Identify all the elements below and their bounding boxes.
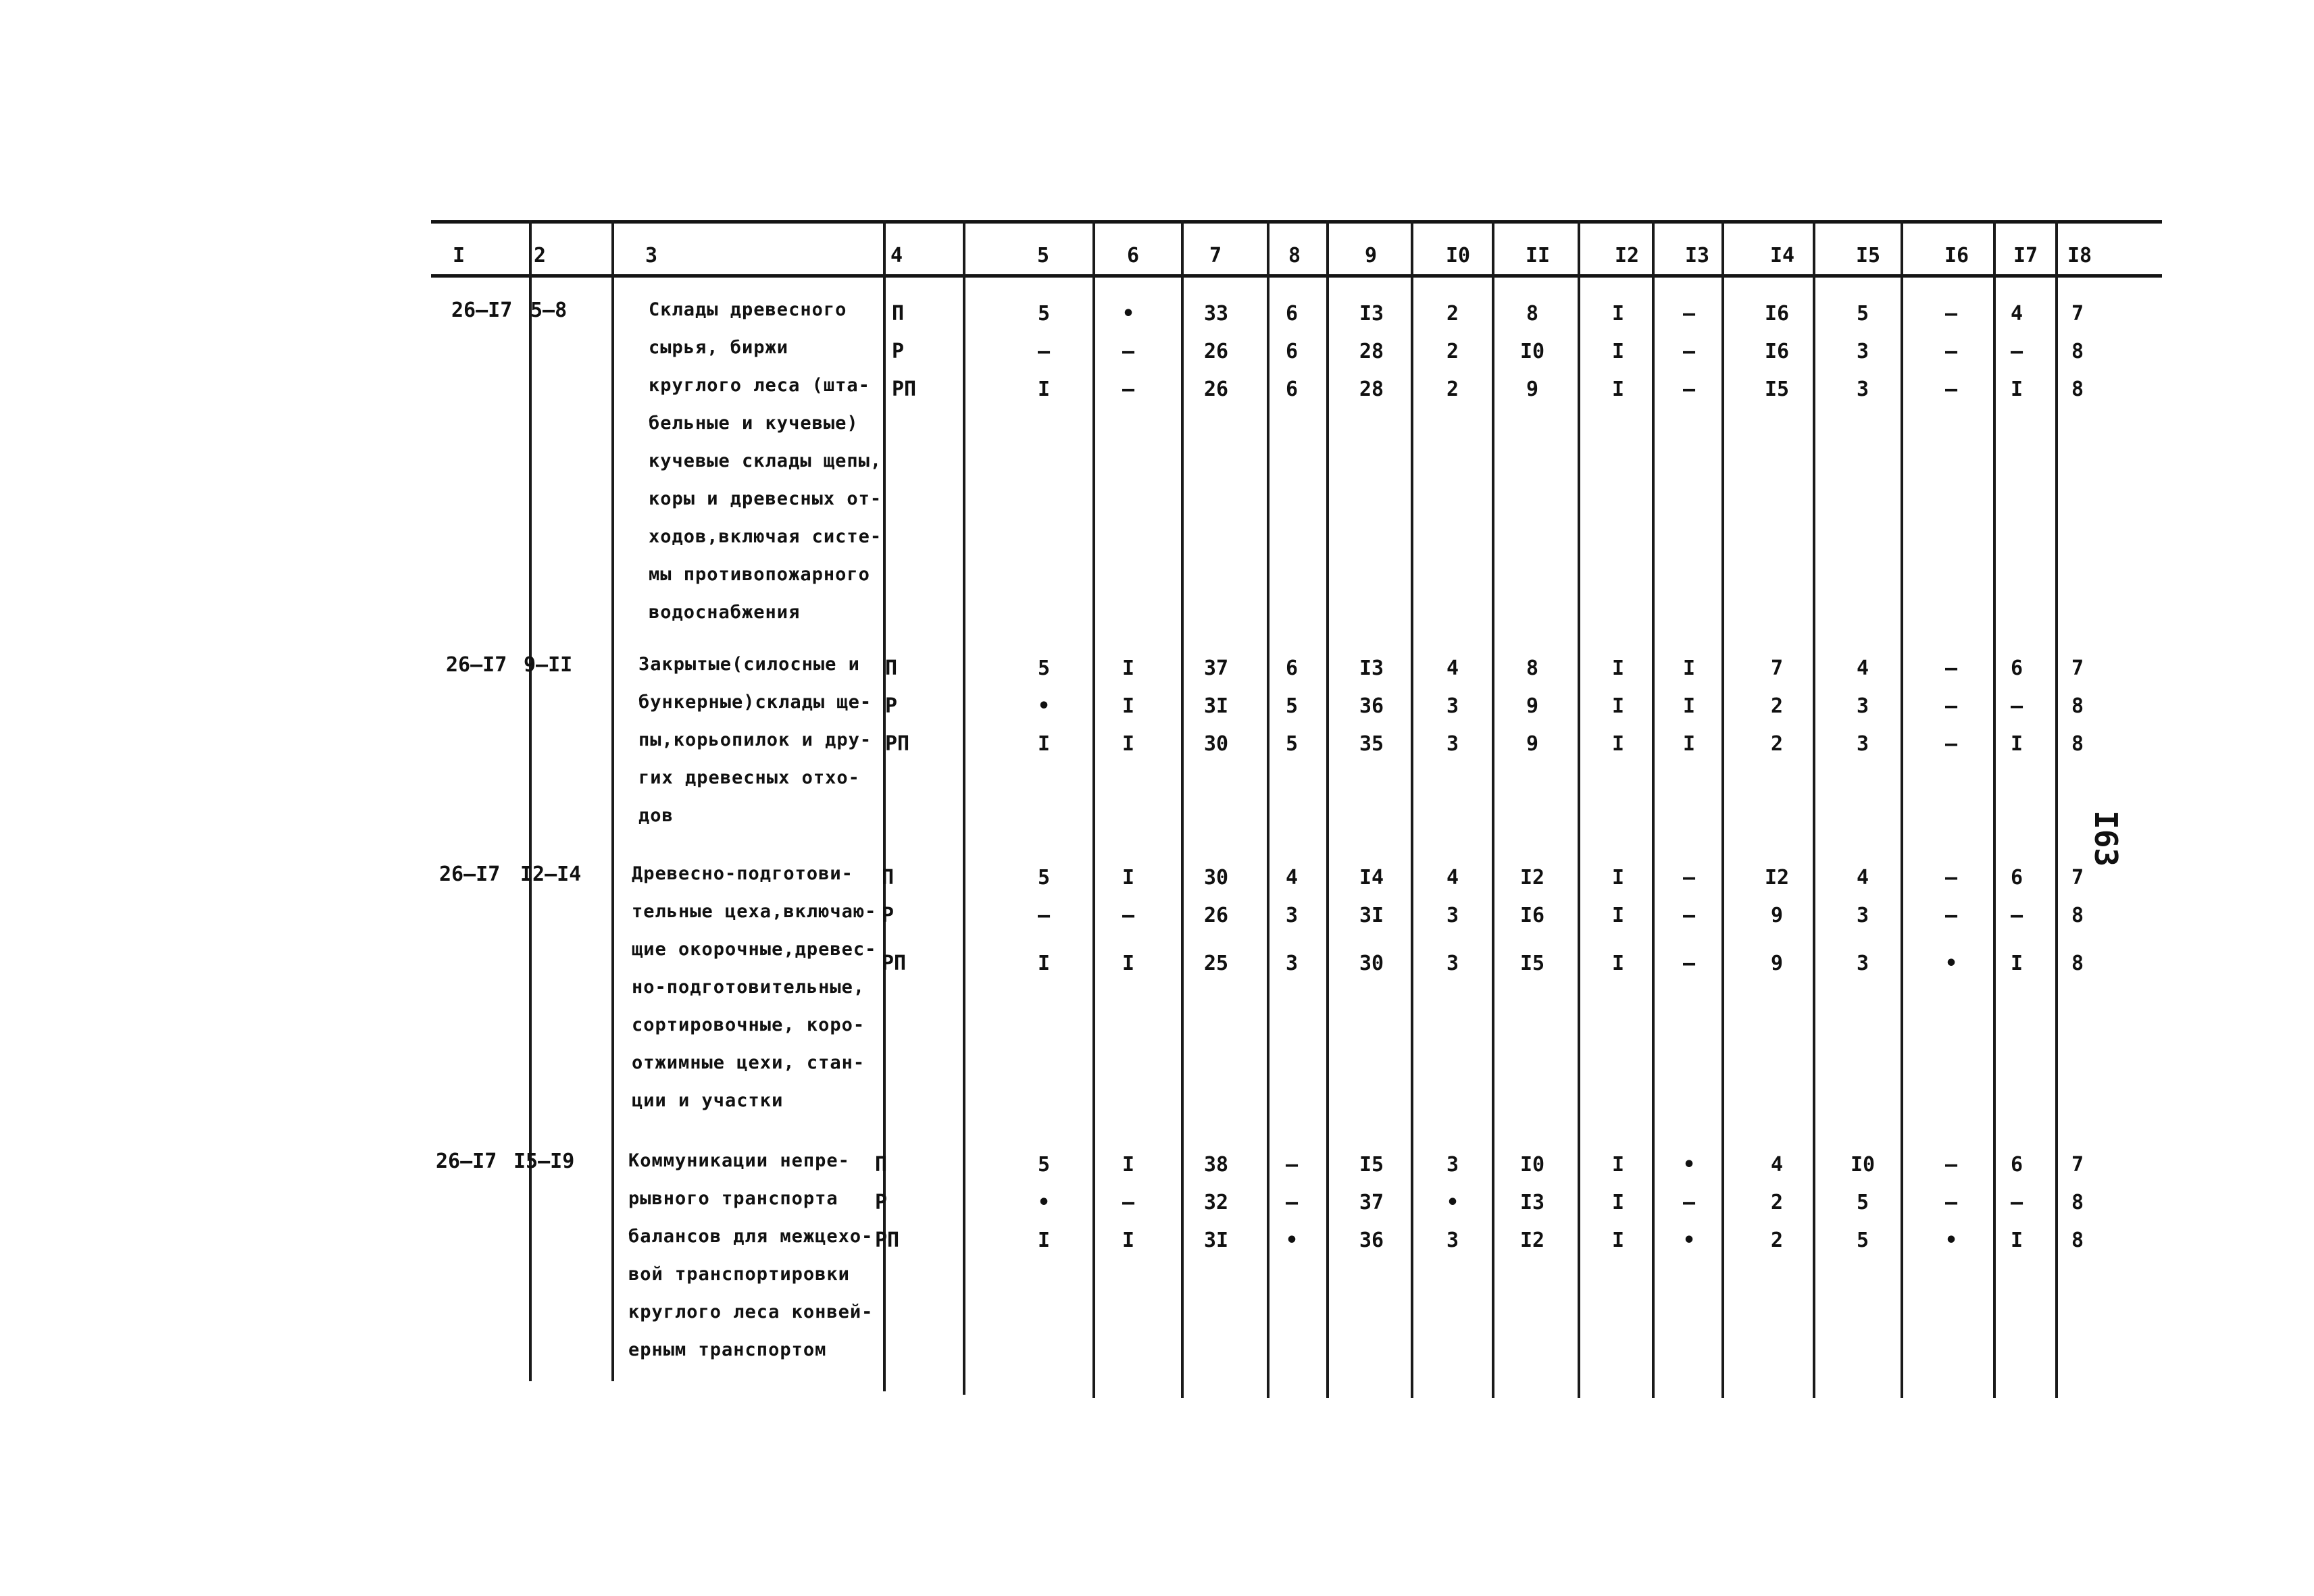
cell-value-col-12: I — [1611, 904, 1625, 927]
cell-value-col-8: – — [1285, 1191, 1299, 1214]
cell-value-col-18: 8 — [2071, 694, 2084, 718]
cell-description-line: но-подготовительные, — [632, 977, 865, 998]
cell-value-col-7: 26 — [1203, 378, 1229, 401]
cell-value-col-9: I3 — [1359, 657, 1384, 680]
cell-value-col-13: • — [1682, 1229, 1696, 1252]
cell-value-col-6: I — [1122, 657, 1135, 680]
cell-value-col-7: 26 — [1203, 904, 1229, 927]
cell-description-line: Древесно-подготови- — [632, 863, 853, 884]
header-cell-11: II — [1526, 244, 1551, 267]
cell-description-line: сортировочные, коро- — [632, 1014, 865, 1035]
header-cell-10: I0 — [1446, 244, 1471, 267]
cell-value-col-16: – — [1944, 302, 1958, 326]
cell-value-col-14: 9 — [1770, 904, 1784, 927]
cell-value-col-17: I — [2010, 952, 2023, 975]
column-divider — [1901, 220, 1903, 1398]
cell-value-col-15: 3 — [1856, 340, 1869, 363]
cell-description-line: Коммуникации непре- — [628, 1150, 850, 1171]
column-divider — [1492, 220, 1494, 1398]
column-divider — [963, 220, 965, 1395]
cell-value-col-18: 8 — [2071, 1229, 2084, 1252]
cell-value-col-6: I — [1122, 866, 1135, 890]
cell-description-line: мы противопожарного — [649, 564, 870, 585]
cell-value-col-16: – — [1944, 904, 1958, 927]
cell-value-col-13: • — [1682, 1153, 1696, 1177]
cell-value-col-5: 5 — [1037, 302, 1051, 326]
cell-description-line: вой транспортировки — [628, 1264, 850, 1285]
cell-value-col-13: I — [1682, 694, 1696, 718]
cell-value-col-18: 7 — [2071, 657, 2084, 680]
header-cell-9: 9 — [1365, 244, 1378, 267]
cell-value-col-13: – — [1682, 904, 1696, 927]
cell-value-col-6: I — [1122, 952, 1135, 975]
cell-value-col-12: I — [1611, 952, 1625, 975]
cell-range: I5–I9 — [513, 1150, 575, 1173]
cell-value-col-14: I6 — [1764, 302, 1790, 326]
column-divider — [529, 220, 532, 1381]
cell-value-col-16: – — [1944, 732, 1958, 756]
cell-value-col-13: – — [1682, 952, 1696, 975]
header-cell-3: 3 — [645, 244, 658, 267]
cell-value-col-16: • — [1944, 952, 1958, 975]
cell-value-col-11: 9 — [1526, 732, 1539, 756]
cell-value-col-9: I5 — [1359, 1153, 1384, 1177]
cell-mode: РП — [885, 732, 910, 756]
cell-value-col-13: – — [1682, 866, 1696, 890]
cell-value-col-15: 5 — [1856, 1229, 1869, 1252]
cell-value-col-12: I — [1611, 694, 1625, 718]
cell-value-col-16: – — [1944, 657, 1958, 680]
cell-value-col-10: 3 — [1446, 904, 1459, 927]
cell-mode: Р — [875, 1191, 888, 1214]
cell-value-col-10: 2 — [1446, 302, 1459, 326]
cell-value-col-7: 25 — [1203, 952, 1229, 975]
cell-description-line: круглого леса конвей- — [628, 1302, 874, 1322]
cell-value-col-10: 4 — [1446, 866, 1459, 890]
cell-value-col-12: I — [1611, 732, 1625, 756]
cell-value-col-5: I — [1037, 952, 1051, 975]
cell-value-col-7: 37 — [1203, 657, 1229, 680]
cell-value-col-5: I — [1037, 1229, 1051, 1252]
cell-value-col-17: I — [2010, 378, 2023, 401]
cell-value-col-11: I2 — [1519, 1229, 1545, 1252]
cell-value-col-14: 4 — [1770, 1153, 1784, 1177]
cell-value-col-6: – — [1122, 378, 1135, 401]
cell-value-col-9: 37 — [1359, 1191, 1384, 1214]
cell-value-col-10: 3 — [1446, 952, 1459, 975]
cell-description-line: дов — [638, 805, 674, 826]
cell-value-col-16: • — [1944, 1229, 1958, 1252]
header-cell-6: 6 — [1127, 244, 1140, 267]
cell-value-col-18: 7 — [2071, 866, 2084, 890]
cell-value-col-14: 2 — [1770, 1191, 1784, 1214]
header-cell-7: 7 — [1209, 244, 1222, 267]
cell-value-col-6: I — [1122, 732, 1135, 756]
cell-description-line: балансов для межцехо- — [628, 1226, 874, 1247]
cell-value-col-11: I0 — [1519, 340, 1545, 363]
cell-value-col-17: 6 — [2010, 1153, 2023, 1177]
cell-mode: РП — [875, 1229, 900, 1252]
cell-value-col-16: – — [1944, 866, 1958, 890]
cell-value-col-8: 6 — [1285, 657, 1299, 680]
cell-value-col-15: 4 — [1856, 866, 1869, 890]
header-cell-2: 2 — [534, 244, 547, 267]
cell-value-col-7: 30 — [1203, 866, 1229, 890]
column-divider — [611, 220, 614, 1381]
cell-value-col-14: 9 — [1770, 952, 1784, 975]
cell-description-line: рывного транспорта — [628, 1188, 838, 1209]
cell-code: 26–I7 — [436, 1150, 497, 1173]
cell-value-col-8: 3 — [1285, 904, 1299, 927]
header-cell-1: I — [453, 244, 466, 267]
header-cell-15: I5 — [1856, 244, 1881, 267]
header-cell-8: 8 — [1288, 244, 1301, 267]
cell-value-col-9: I3 — [1359, 302, 1384, 326]
cell-value-col-8: 3 — [1285, 952, 1299, 975]
cell-value-col-15: 5 — [1856, 1191, 1869, 1214]
cell-value-col-8: 6 — [1285, 378, 1299, 401]
cell-mode: Р — [892, 340, 905, 363]
header-cell-14: I4 — [1770, 244, 1795, 267]
cell-value-col-18: 8 — [2071, 340, 2084, 363]
header-cell-13: I3 — [1685, 244, 1710, 267]
cell-value-col-5: • — [1037, 694, 1051, 718]
cell-value-col-18: 7 — [2071, 302, 2084, 326]
cell-value-col-12: I — [1611, 1153, 1625, 1177]
column-divider — [883, 220, 886, 1391]
cell-value-col-16: – — [1944, 378, 1958, 401]
cell-value-col-17: I — [2010, 732, 2023, 756]
cell-value-col-6: – — [1122, 340, 1135, 363]
cell-mode: П — [885, 657, 898, 680]
cell-value-col-18: 8 — [2071, 732, 2084, 756]
cell-value-col-11: I2 — [1519, 866, 1545, 890]
cell-mode: П — [875, 1153, 888, 1177]
cell-value-col-8: 6 — [1285, 340, 1299, 363]
cell-value-col-11: 9 — [1526, 694, 1539, 718]
header-cell-16: I6 — [1944, 244, 1969, 267]
cell-value-col-18: 8 — [2071, 904, 2084, 927]
header-cell-4: 4 — [890, 244, 903, 267]
cell-value-col-15: 5 — [1856, 302, 1869, 326]
cell-value-col-6: I — [1122, 1153, 1135, 1177]
cell-description-line: ходов,включая систе- — [649, 526, 882, 547]
cell-code: 26–I7 — [451, 299, 513, 322]
cell-value-col-7: 33 — [1203, 302, 1229, 326]
cell-description-line: ерным транспортом — [628, 1339, 827, 1360]
cell-value-col-5: 5 — [1037, 657, 1051, 680]
cell-value-col-13: – — [1682, 302, 1696, 326]
header-cell-12: I2 — [1615, 244, 1640, 267]
cell-range: 5–8 — [530, 299, 568, 322]
cell-description-line: бельные и кучевые) — [649, 413, 859, 434]
cell-value-col-12: I — [1611, 657, 1625, 680]
cell-value-col-8: 4 — [1285, 866, 1299, 890]
cell-value-col-6: – — [1122, 1191, 1135, 1214]
cell-value-col-8: 5 — [1285, 732, 1299, 756]
cell-value-col-9: 28 — [1359, 378, 1384, 401]
header-cell-18: I8 — [2067, 244, 2092, 267]
cell-value-col-11: I3 — [1519, 1191, 1545, 1214]
cell-value-col-8: – — [1285, 1153, 1299, 1177]
cell-description-line: коры и древесных от- — [649, 488, 882, 509]
cell-value-col-14: 2 — [1770, 694, 1784, 718]
cell-value-col-16: – — [1944, 1191, 1958, 1214]
cell-value-col-9: 30 — [1359, 952, 1384, 975]
cell-description-line: пы,корьопилок и дру- — [638, 729, 872, 750]
cell-value-col-17: – — [2010, 694, 2023, 718]
cell-value-col-10: 2 — [1446, 340, 1459, 363]
cell-description-line: сырья, биржи — [649, 337, 789, 358]
cell-description-line: щие окорочные,древес- — [632, 939, 877, 960]
cell-value-col-16: – — [1944, 1153, 1958, 1177]
cell-mode: РП — [882, 952, 907, 975]
cell-value-col-10: • — [1446, 1191, 1459, 1214]
page-number: I63 — [2088, 810, 2124, 867]
cell-value-col-17: 6 — [2010, 866, 2023, 890]
cell-value-col-6: • — [1122, 302, 1135, 326]
cell-value-col-15: 3 — [1856, 694, 1869, 718]
cell-value-col-5: I — [1037, 378, 1051, 401]
cell-value-col-12: I — [1611, 340, 1625, 363]
cell-value-col-14: 2 — [1770, 732, 1784, 756]
cell-value-col-6: I — [1122, 694, 1135, 718]
cell-value-col-9: 36 — [1359, 1229, 1384, 1252]
cell-value-col-11: I5 — [1519, 952, 1545, 975]
cell-value-col-14: 7 — [1770, 657, 1784, 680]
cell-value-col-14: I6 — [1764, 340, 1790, 363]
cell-value-col-7: 3I — [1203, 694, 1229, 718]
cell-value-col-7: 30 — [1203, 732, 1229, 756]
cell-range: 9–II — [524, 653, 573, 677]
cell-mode: РП — [892, 378, 917, 401]
cell-value-col-10: 3 — [1446, 1153, 1459, 1177]
cell-value-col-15: 3 — [1856, 378, 1869, 401]
cell-value-col-5: – — [1037, 904, 1051, 927]
cell-value-col-8: 6 — [1285, 302, 1299, 326]
cell-value-col-8: • — [1285, 1229, 1299, 1252]
cell-value-col-17: 4 — [2010, 302, 2023, 326]
cell-value-col-18: 8 — [2071, 952, 2084, 975]
cell-description-line: тельные цеха,включаю- — [632, 901, 877, 922]
cell-value-col-11: I6 — [1519, 904, 1545, 927]
cell-value-col-7: 26 — [1203, 340, 1229, 363]
cell-value-col-13: – — [1682, 1191, 1696, 1214]
cell-value-col-12: I — [1611, 1191, 1625, 1214]
cell-value-col-17: – — [2010, 1191, 2023, 1214]
cell-value-col-11: 8 — [1526, 302, 1539, 326]
cell-description-line: кучевые склады щепы, — [649, 451, 882, 471]
cell-value-col-13: I — [1682, 732, 1696, 756]
cell-value-col-17: – — [2010, 340, 2023, 363]
cell-value-col-17: 6 — [2010, 657, 2023, 680]
cell-value-col-10: 3 — [1446, 1229, 1459, 1252]
cell-code: 26–I7 — [446, 653, 507, 677]
cell-value-col-12: I — [1611, 1229, 1625, 1252]
cell-value-col-10: 3 — [1446, 694, 1459, 718]
cell-value-col-10: 2 — [1446, 378, 1459, 401]
cell-value-col-7: 32 — [1203, 1191, 1229, 1214]
cell-range: I2–I4 — [520, 863, 582, 886]
cell-value-col-11: 8 — [1526, 657, 1539, 680]
cell-value-col-15: 3 — [1856, 952, 1869, 975]
cell-value-col-16: – — [1944, 694, 1958, 718]
cell-code: 26–I7 — [439, 863, 501, 886]
cell-description-line: ции и участки — [632, 1090, 784, 1111]
cell-value-col-15: I0 — [1850, 1153, 1876, 1177]
cell-value-col-12: I — [1611, 302, 1625, 326]
cell-description-line: круглого леса (шта- — [649, 375, 870, 396]
cell-value-col-13: I — [1682, 657, 1696, 680]
cell-description-line: бункерные)склады ще- — [638, 692, 872, 713]
cell-value-col-5: 5 — [1037, 1153, 1051, 1177]
cell-value-col-9: 36 — [1359, 694, 1384, 718]
cell-value-col-7: 38 — [1203, 1153, 1229, 1177]
cell-value-col-14: 2 — [1770, 1229, 1784, 1252]
cell-value-col-9: 28 — [1359, 340, 1384, 363]
cell-description-line: гих древесных отхо- — [638, 767, 860, 788]
cell-value-col-7: 3I — [1203, 1229, 1229, 1252]
cell-mode: Р — [882, 904, 895, 927]
header-cell-5: 5 — [1037, 244, 1050, 267]
cell-value-col-14: I5 — [1764, 378, 1790, 401]
cell-value-col-5: • — [1037, 1191, 1051, 1214]
cell-value-col-18: 8 — [2071, 378, 2084, 401]
cell-value-col-12: I — [1611, 866, 1625, 890]
cell-value-col-6: I — [1122, 1229, 1135, 1252]
cell-description-line: водоснабжения — [649, 602, 801, 623]
cell-value-col-13: – — [1682, 340, 1696, 363]
cell-description-line: Закрытые(силосные и — [638, 654, 860, 675]
cell-value-col-14: I2 — [1764, 866, 1790, 890]
cell-value-col-17: I — [2010, 1229, 2023, 1252]
cell-mode: П — [882, 866, 895, 890]
cell-value-col-11: 9 — [1526, 378, 1539, 401]
cell-value-col-5: 5 — [1037, 866, 1051, 890]
cell-value-col-11: I0 — [1519, 1153, 1545, 1177]
cell-value-col-18: 7 — [2071, 1153, 2084, 1177]
column-divider — [1578, 220, 1580, 1398]
cell-value-col-6: – — [1122, 904, 1135, 927]
cell-value-col-8: 5 — [1285, 694, 1299, 718]
cell-value-col-12: I — [1611, 378, 1625, 401]
column-divider — [1411, 220, 1413, 1398]
cell-description-line: отжимные цехи, стан- — [632, 1052, 865, 1073]
cell-mode: Р — [885, 694, 898, 718]
cell-value-col-9: 35 — [1359, 732, 1384, 756]
cell-value-col-5: I — [1037, 732, 1051, 756]
cell-value-col-5: – — [1037, 340, 1051, 363]
cell-value-col-10: 3 — [1446, 732, 1459, 756]
cell-value-col-9: 3I — [1359, 904, 1384, 927]
cell-value-col-15: 4 — [1856, 657, 1869, 680]
cell-value-col-15: 3 — [1856, 904, 1869, 927]
cell-description-line: Склады древесного — [649, 299, 847, 320]
cell-value-col-15: 3 — [1856, 732, 1869, 756]
cell-value-col-9: I4 — [1359, 866, 1384, 890]
cell-value-col-16: – — [1944, 340, 1958, 363]
cell-value-col-18: 8 — [2071, 1191, 2084, 1214]
header-cell-17: I7 — [2013, 244, 2038, 267]
cell-mode: П — [892, 302, 905, 326]
cell-value-col-10: 4 — [1446, 657, 1459, 680]
cell-value-col-17: – — [2010, 904, 2023, 927]
cell-value-col-13: – — [1682, 378, 1696, 401]
